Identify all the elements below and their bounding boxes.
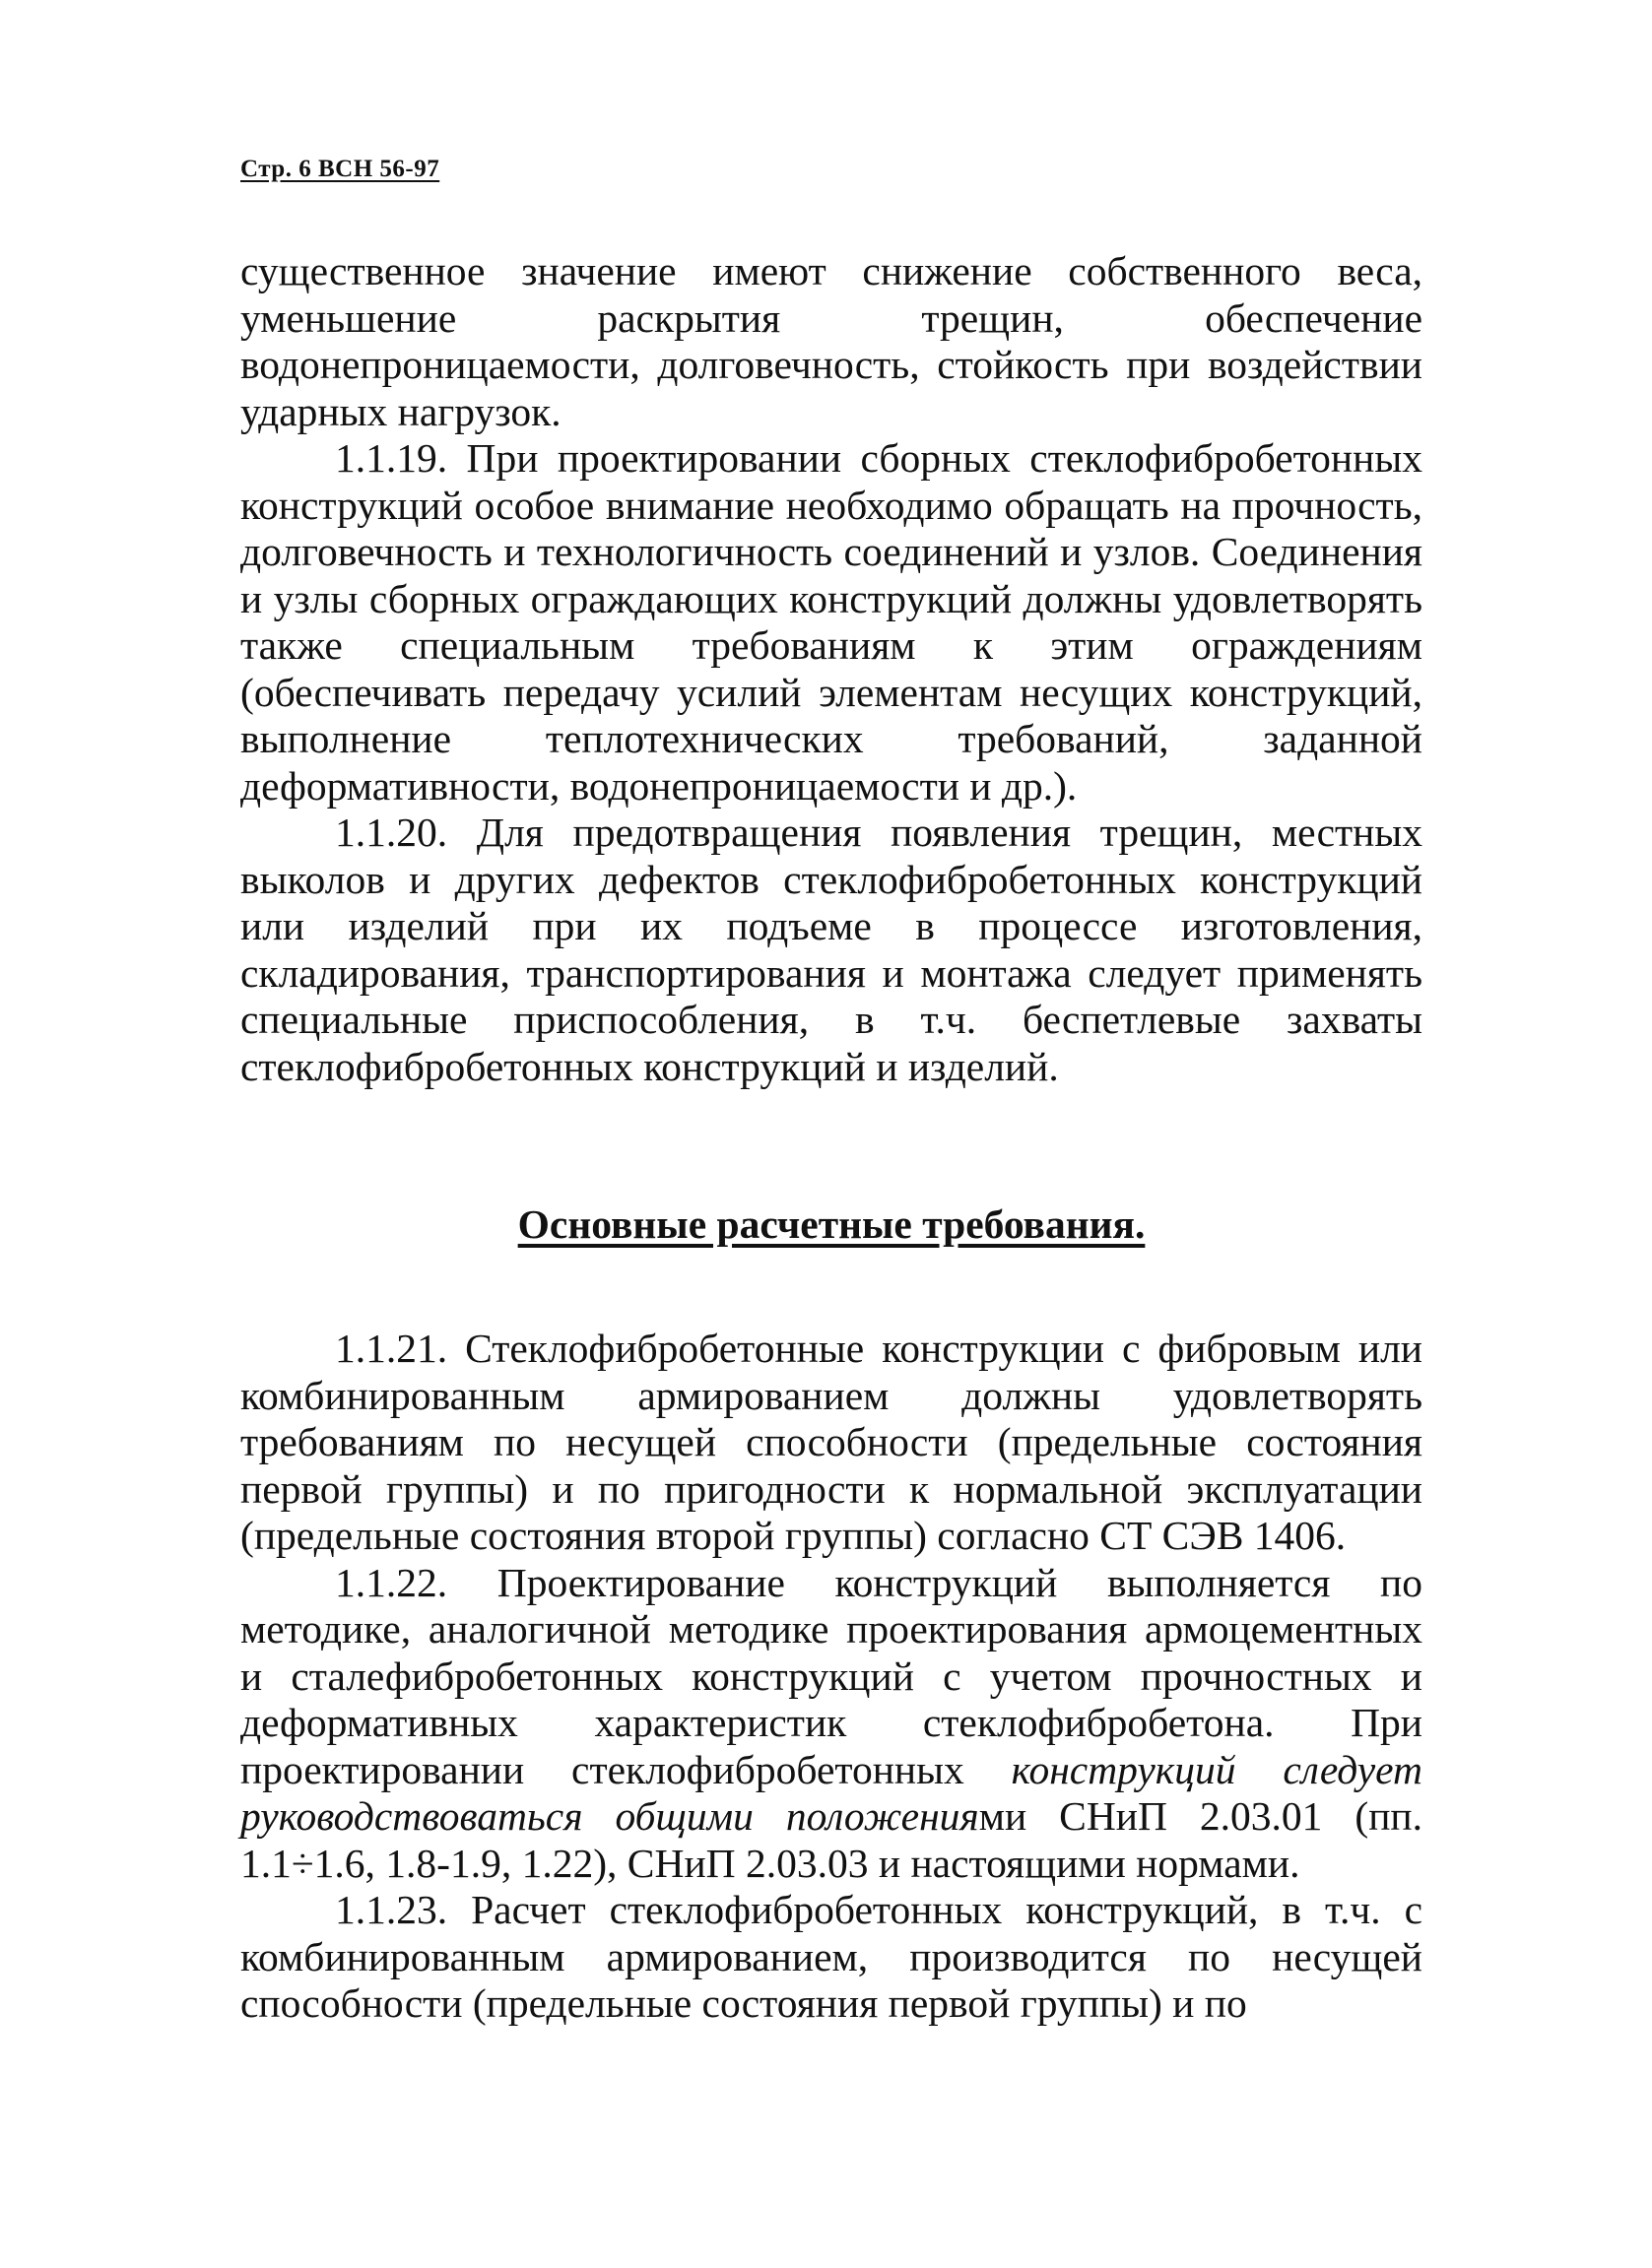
paragraph-continuation: существенное значение имеют снижение собственного веса, уменьшение раскрытия трещин, обеспечение водонепроницаемости, долговечность, стойкость при воздействии ударных нагрузок.	[240, 248, 1422, 434]
paragraph-1-1-23: 1.1.23. Расчет стеклофибробетонных конструкций, в т.ч. с комбинированным армированием, производится по несущей способности (предельные состояния первой группы) и по	[240, 1887, 1422, 2026]
paragraph-1-1-22-italic: конструкций следует руководствоваться общими положения	[240, 1746, 1422, 1839]
text-block-lower	[240, 1326, 1422, 2028]
running-head: Стр. 6 ВСН 56-97	[240, 156, 440, 182]
paragraph-1-1-22-start: 1.1.22. Проектирование конструкций выполняется по методике, аналогичной методике проектирования армоцементных и сталефибробетонных конструкций с учетом прочностных и деформативных характеристик стеклофибробетона. При проектировании стеклофибробетонных	[240, 1559, 1422, 1792]
text-block-upper	[240, 248, 1422, 1090]
paragraph-1-1-20: 1.1.20. Для предотвращения появления трещин, местных выколов и других дефектов стеклофибробетонных конструкций или изделий при их подъеме в процессе изготовления, складирования, транспортирования и монтажа следует применять специальные приспособления, в т.ч. беспетлевые захваты стеклофибробетонных конструкций и изделий.	[240, 810, 1422, 1089]
paragraph-1-1-21: 1.1.21. Стеклофибробетонные конструкции с фибровым или комбинированным армированием должны удовлетворять требованиям по несущей способности (предельные состояния первой группы) и по пригодности к нормальной эксплуатации (предельные состояния второй группы) согласно СТ СЭВ 1406.	[240, 1326, 1422, 1558]
paragraph-1-1-19: 1.1.19. При проектировании сборных стеклофибробетонных конструкций особое внимание необходимо обращать на прочность, долговечность и технологичность соединений и узлов. Соединения и узлы сборных ограждающих конструкций должны удовлетворять также специальным требованиям к этим ограждениям (обеспечивать передачу усилий элементам несущих конструкций, выполнение теплотехнических требований, заданной деформативности, водонепроницаемости и др.).	[240, 435, 1422, 809]
paragraph-1-1-22	[240, 1560, 1422, 1888]
section-heading: Основные расчетные требования.	[517, 1201, 1146, 1247]
paragraph-1-1-22-end: ми СНиП 2.03.01 (пп. 1.1÷1.6, 1.8-1.9, 1.22), СНиП 2.03.03 и настоящими нормами.	[240, 1793, 1422, 1886]
